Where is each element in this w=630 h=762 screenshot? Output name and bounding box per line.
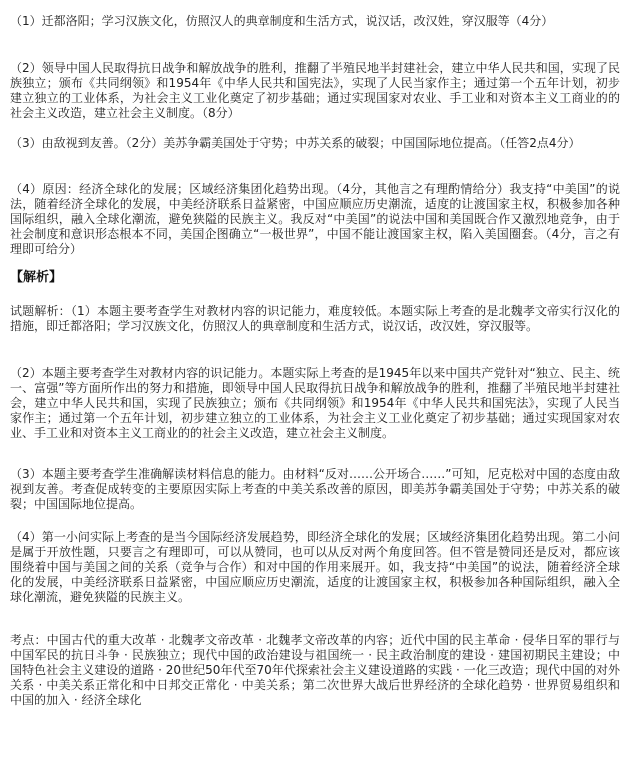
analysis-part-2: （2）本题主要考查学生对教材内容的识记能力。本题实际上考查的是1945年以来中国共产党针对“独立、民主、统一、富强”等方面所作出的努力和措施，即领导中国人民取得抗日战争和解放战争的胜利，推翻了半殖民地半封建社会，建立中华人民共和国，实现了民族独立；颁布《共同纲领》和1954年《中华人民共和国宪法》，实现了人民当家作主；通过第一个五年计划，初步建立独立的工业体系，为社会主义工业化奠定了初步基础；通过实现国家对农业、手工业和对资本主义工商业的的社会主义改造，建立社会主义制度。	[10, 366, 620, 440]
analysis-key-points: 考点：中国古代的重大改革 · 北魏孝文帝改革 · 北魏孝文帝改革的内容；近代中国的民主革命 · 侵华日军的罪行与中国军民的抗日斗争 · 民族独立；现代中国的政治建设与祖国统一 · 民主政治制度的建设 · 建国初期民主建设；中国特色社会主义建设的道路 · 20世纪50年代至70年代探索社会主义建设道路的实践 · 一化三改造；现代中国的对外关系 · 中美关系正常化和中日邦交正常化 · 中美关系；第二次世界大战后世界经济的全球化趋势 · 世界贸易组织和中国的加入 · 经济全球化	[10, 633, 620, 707]
answer-part-4: （4）原因：经济全球化的发展；区域经济集团化趋势出现。（4分，其他言之有理酌情给分）我支持“中美国”的说法，随着经济全球化的发展，中美经济联系日益紧密，中国应顺应历史潮流，适度的让渡国家主权，积极参加各种国际组织，融入全球化潮流，避免狭隘的民族主义。我反对“中美国”的说法中国和美国既合作又激烈地竞争，由于社会制度和意识形态根本不同，美国企图确立“一极世界”，中国不能让渡国家主权，陷入美国圈套。（4分，言之有理即可给分）	[10, 182, 620, 256]
answer-part-1: （1）迁都洛阳；学习汉族文化，仿照汉人的典章制度和生活方式，说汉话，改汉姓，穿汉服等（4分）	[10, 14, 554, 28]
analysis-part-1: 试题解析：（1）本题主要考查学生对教材内容的识记能力，难度较低。本题实际上考查的是北魏孝文帝实行汉化的措施，即迁都洛阳；学习汉族文化，仿照汉人的典章制度和生活方式，说汉话，改汉姓，穿汉服等。	[10, 304, 620, 333]
answer-part-2: （2）领导中国人民取得抗日战争和解放战争的胜利，推翻了半殖民地半封建社会，建立中华人民共和国，实现了民族独立；颁布《共同纲领》和1954年《中华人民共和国宪法》，实现了人民当家作主；通过第一个五年计划，初步建立独立的工业体系，为社会主义工业化奠定了初步基础；通过实现国家对农业、手工业和对资本主义工商业的的社会主义改造，建立社会主义制度。（8分）	[10, 61, 620, 120]
answer-part-3: （3）由敌视到友善。（2分）美苏争霸美国处于守势；中苏关系的破裂；中国国际地位提高。（任答2点4分）	[10, 136, 581, 150]
analysis-part-4: （4）第一小问实际上考查的是当今国际经济发展趋势，即经济全球化的发展；区域经济集团化趋势出现。第二小问是属于开放性题，只要言之有理即可，可以从赞同，也可以从反对两个角度回答。但不管是赞同还是反对，都应该围绕着中国与美国之间的关系（竞争与合作）和对中国的作用来展开。如，我支持“中美国”的说法，随着经济全球化的发展，中美经济联系日益紧密，中国应顺应历史潮流，适度的让渡国家主权，积极参加各种国际组织，融入全球化潮流，避免狭隘的民族主义。	[10, 530, 620, 604]
analysis-heading: 【解析】	[10, 270, 63, 285]
analysis-part-3: （3）本题主要考查学生准确解读材料信息的能力。由材料“反对……公开场合……”可知，尼克松对中国的态度由敌视到友善。考查促成转变的主要原因实际上考查的中美关系改善的原因，即美苏争霸美国处于守势；中苏关系的破裂；中国国际地位提高。	[10, 467, 620, 511]
